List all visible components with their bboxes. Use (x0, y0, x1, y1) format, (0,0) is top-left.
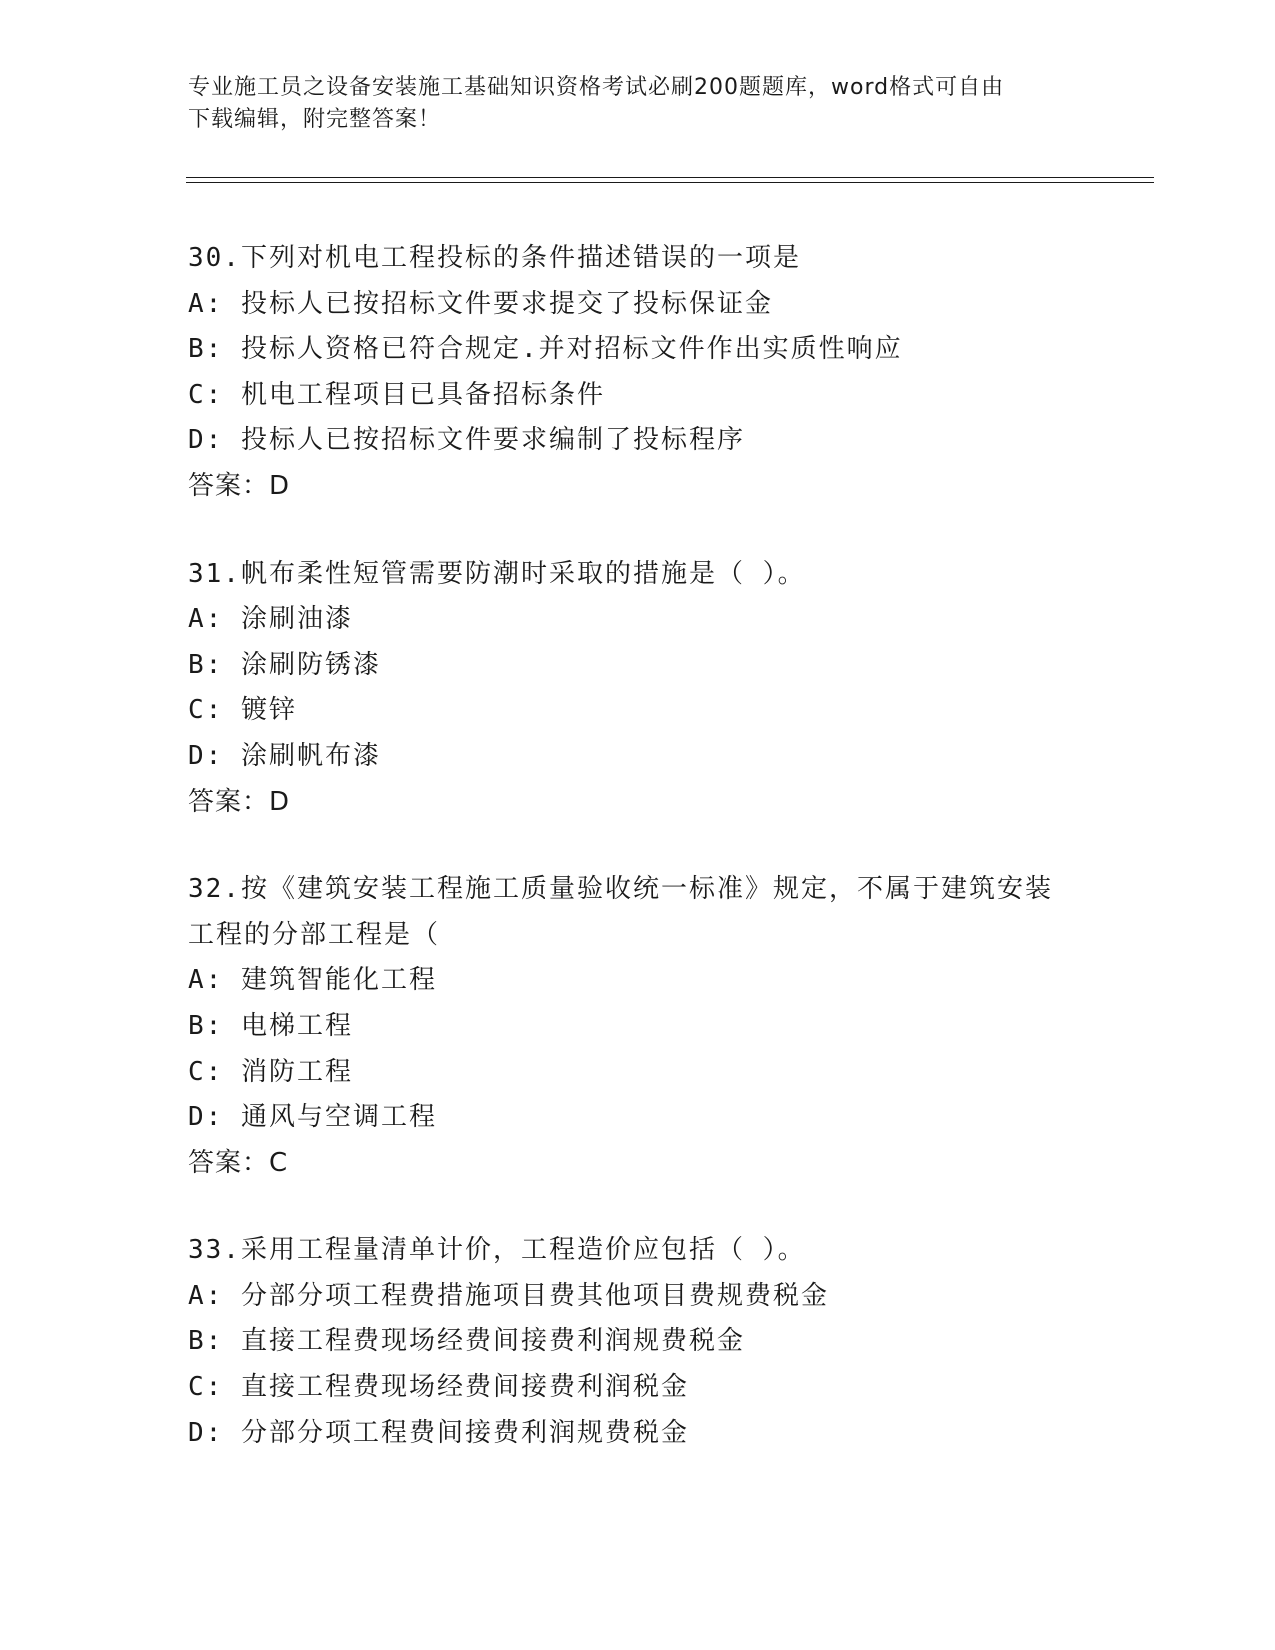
answer-line: 答案：D (188, 470, 291, 501)
question-list (188, 236, 1148, 1498)
option-d: D: 通风与空调工程 (188, 1102, 437, 1133)
question-33 (188, 1228, 1148, 1456)
option-a: A: 建筑智能化工程 (188, 965, 437, 996)
option-d: D: 涂刷帆布漆 (188, 740, 381, 771)
option-c: C: 机电工程项目已具备招标条件 (188, 379, 605, 410)
answer-line: 答案：C (188, 1147, 289, 1178)
option-b: B: 投标人资格已符合规定.并对招标文件作出实质性响应 (188, 334, 903, 365)
question-31 (188, 552, 1148, 826)
option-a: A: 涂刷油漆 (188, 604, 353, 635)
option-d: D: 分部分项工程费间接费利润规费税金 (188, 1417, 689, 1448)
header-line-1: 专业施工员之设备安装施工基础知识资格考试必刷200题题库，word格式可自由 (188, 75, 1005, 100)
header-line-2: 下载编辑，附完整答案！ (188, 107, 442, 132)
option-d: D: 投标人已按招标文件要求编制了投标程序 (188, 425, 745, 456)
question-stem: 31.帆布柔性短管需要防潮时采取的措施是（ ）。 (188, 558, 806, 589)
option-b: B: 涂刷防锈漆 (188, 649, 381, 680)
option-c: C: 消防工程 (188, 1056, 353, 1087)
answer-line: 答案：D (188, 786, 291, 817)
option-a: A: 分部分项工程费措施项目费其他项目费规费税金 (188, 1280, 829, 1311)
header-rule-top (186, 177, 1154, 178)
document-header (188, 72, 1068, 136)
option-c: C: 镀锌 (188, 695, 297, 726)
question-stem: 30.下列对机电工程投标的条件描述错误的一项是 (188, 243, 801, 273)
question-stem: 32.按《建筑安装工程施工质量验收统一标准》规定，不属于建筑安装 (188, 874, 1053, 905)
header-rule-bottom (186, 182, 1154, 183)
option-b: B: 电梯工程 (188, 1010, 353, 1041)
question-30 (188, 236, 1148, 510)
question-stem-continued: 工程的分部工程是（ (188, 919, 441, 950)
option-c: C: 直接工程费现场经费间接费利润税金 (188, 1372, 689, 1403)
question-stem: 33.采用工程量清单计价，工程造价应包括（ ）。 (188, 1235, 806, 1266)
option-a: A: 投标人已按招标文件要求提交了投标保证金 (188, 288, 773, 319)
question-32 (188, 867, 1148, 1186)
option-b: B: 直接工程费现场经费间接费利润规费税金 (188, 1326, 745, 1357)
